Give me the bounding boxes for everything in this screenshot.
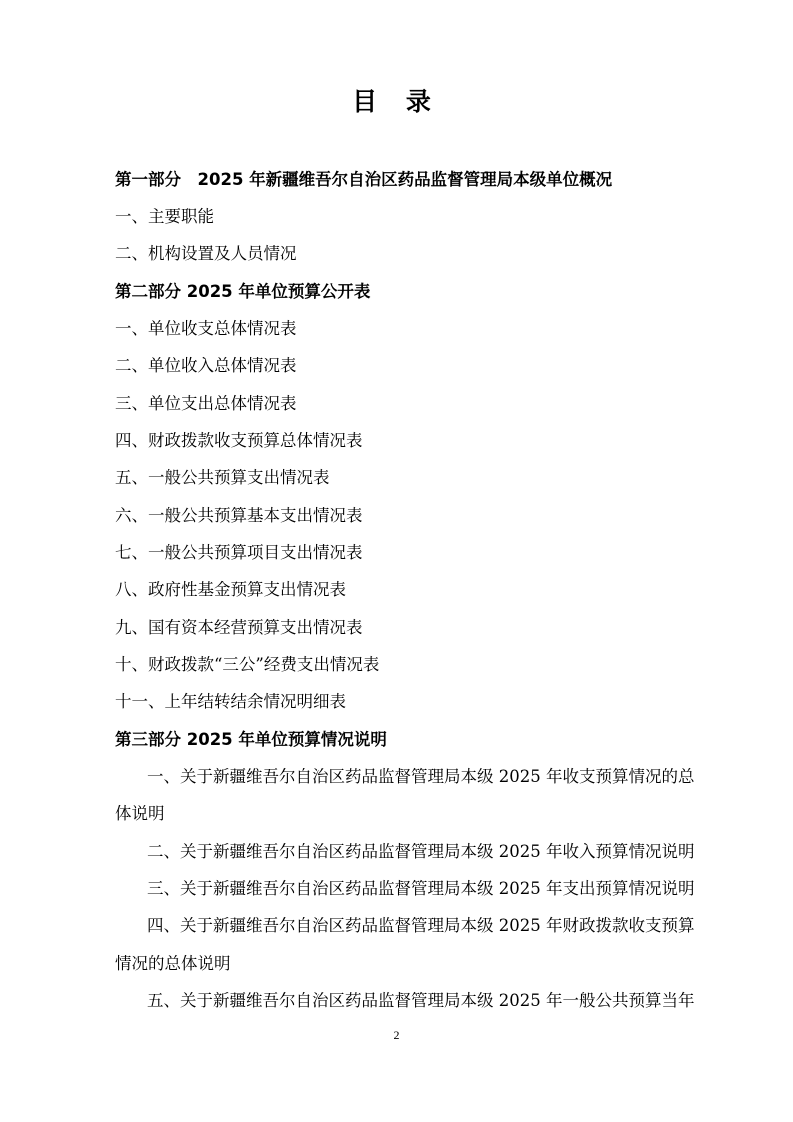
toc-item: 一、关于新疆维吾尔自治区药品监督管理局本级 2025 年收支预算情况的总 <box>147 767 695 786</box>
toc-item: 二、单位收入总体情况表 <box>115 356 297 375</box>
toc-item: 三、关于新疆维吾尔自治区药品监督管理局本级 2025 年支出预算情况说明 <box>147 879 695 898</box>
toc-item: 十、财政拨款“三公”经费支出情况表 <box>115 655 380 674</box>
toc-item: 六、一般公共预算基本支出情况表 <box>115 506 363 525</box>
part3-heading: 第三部分 2025 年单位预算情况说明 <box>115 730 387 749</box>
toc-item: 四、关于新疆维吾尔自治区药品监督管理局本级 2025 年财政拨款收支预算 <box>147 916 695 935</box>
part2-heading: 第二部分 2025 年单位预算公开表 <box>115 282 371 301</box>
part1-heading: 第一部分 2025 年新疆维吾尔自治区药品监督管理局本级单位概况 <box>115 170 613 189</box>
toc-item: 二、关于新疆维吾尔自治区药品监督管理局本级 2025 年收入预算情况说明 <box>147 842 695 861</box>
page-title: 目 录 <box>352 87 441 116</box>
toc-item: 一、单位收支总体情况表 <box>115 319 297 338</box>
toc-item-continuation: 情况的总体说明 <box>115 954 231 973</box>
toc-item: 一、主要职能 <box>115 207 214 226</box>
page-number: 2 <box>393 1028 400 1042</box>
toc-item: 三、单位支出总体情况表 <box>115 394 297 413</box>
toc-item: 二、机构设置及人员情况 <box>115 244 297 263</box>
toc-item: 七、一般公共预算项目支出情况表 <box>115 543 363 562</box>
toc-item: 十一、上年结转结余情况明细表 <box>115 692 346 711</box>
toc-item: 四、财政拨款收支预算总体情况表 <box>115 431 363 450</box>
toc-item: 五、关于新疆维吾尔自治区药品监督管理局本级 2025 年一般公共预算当年 <box>147 991 695 1010</box>
toc-item-continuation: 体说明 <box>115 804 165 823</box>
toc-item: 五、一般公共预算支出情况表 <box>115 468 330 487</box>
toc-item: 九、国有资本经营预算支出情况表 <box>115 618 363 637</box>
toc-item: 八、政府性基金预算支出情况表 <box>115 580 346 599</box>
